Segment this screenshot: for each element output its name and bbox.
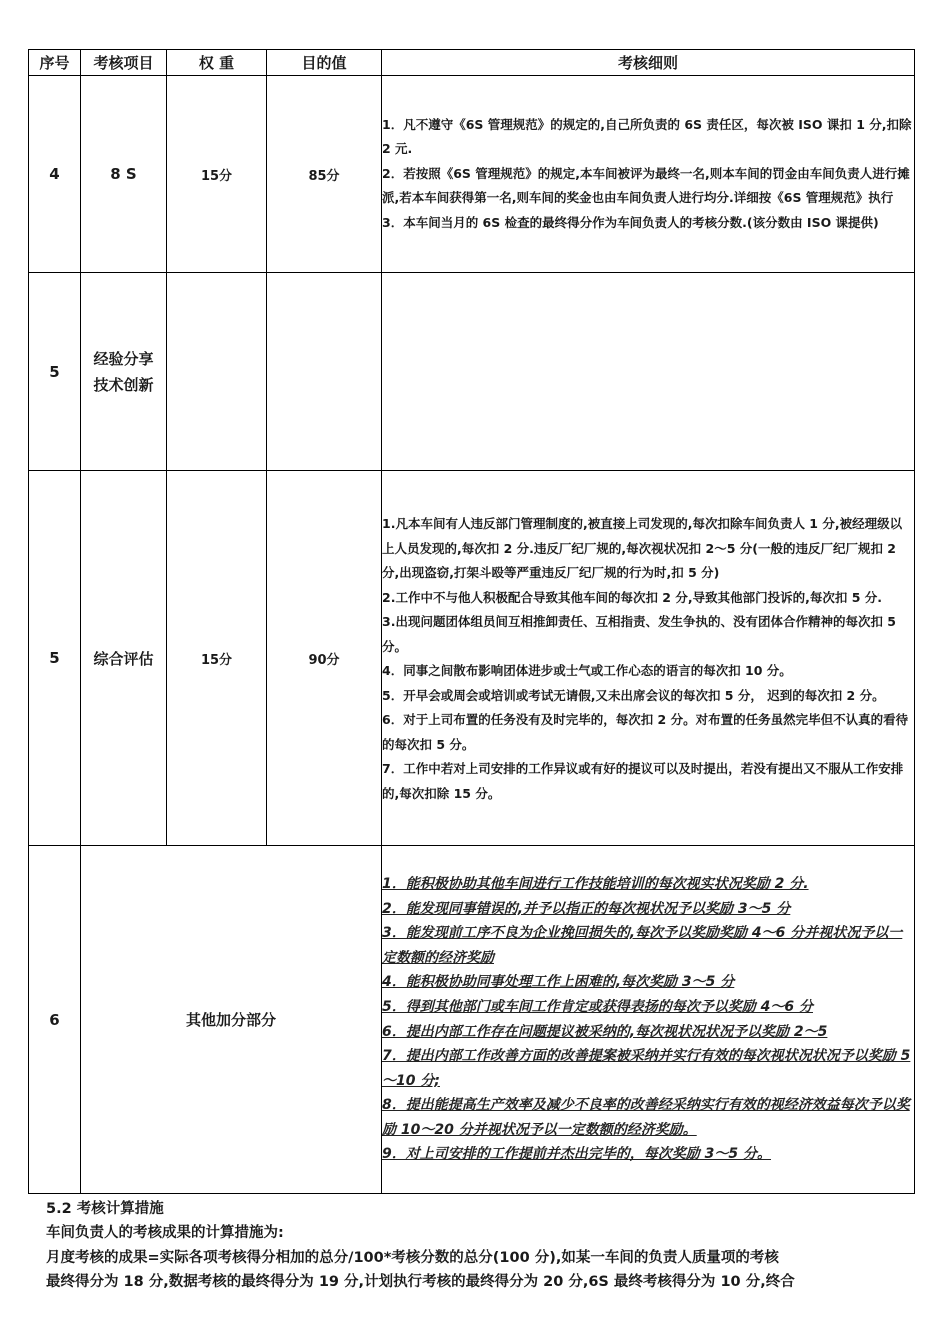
bonus-line: 9．对上司安排的工作提前并杰出完毕的，每次奖励 3～5 分。 (382, 1146, 771, 1163)
detail-line: 2.工作中不与他人积极配合导致其他车间的每次扣 2 分,导致其他部门投诉的,每次扣 5 分. (382, 589, 882, 605)
bonus-line: 2．能发现同事错误的,并予以指正的每次视状况予以奖励 3～5 分 (382, 900, 791, 917)
detail-line: 1．凡不遵守《6S 管理规范》的规定的,自己所负责的 6S 责任区，每次被 ISO 课扣 1 分,扣除 2 元. (382, 116, 912, 157)
header-target: 目的值 (267, 50, 382, 76)
row-details (382, 273, 915, 471)
row-target: 85分 (267, 76, 382, 273)
paragraph-line: 月度考核的成果=实际各项考核得分相加的总分/100*考核分数的总分(100 分),如某一车间的负责人质量项的考核 (46, 1249, 779, 1266)
row-no: 4 (29, 76, 81, 273)
table-row (29, 846, 915, 1194)
paragraph-line: 最终得分为 18 分,数据考核的最终得分为 19 分,计划执行考核的最终得分为 20 分,6S 最终考核得分为 10 分,终合 (46, 1273, 795, 1290)
detail-line: 2．若按照《6S 管理规范》的规定,本车间被评为最终一名,则本车间的罚金由车间负责人进行摊派,若本车间获得第一名,则车间的奖金也由车间负责人进行均分.详细按《6S 管理规范》执行 (382, 165, 910, 206)
header-no: 序号 (29, 50, 81, 76)
row-no: 5 (29, 273, 81, 471)
row-item: 综合评估 (81, 471, 167, 846)
assessment-table (28, 49, 915, 1194)
header-weight: 权 重 (167, 50, 267, 76)
bonus-line: 3．能发现前工序不良为企业挽回损失的,每次予以奖励奖励 4～6 分并视状况予以一定数额的经济奖励 (382, 925, 903, 966)
row-no: 6 (29, 846, 81, 1194)
table-header-row (29, 50, 915, 76)
detail-line: 4．同事之间散布影响团体进步或士气或工作心态的语言的每次扣 10 分。 (382, 663, 792, 678)
bonus-details (382, 846, 915, 1194)
row-item: 8 S (81, 76, 167, 273)
row-details (382, 76, 915, 273)
table-row (29, 273, 915, 471)
row-weight: 15分 (167, 471, 267, 846)
detail-line: 3.出现问题团体组员间互相推卸责任、互相指责、发生争执的、没有团体合作精神的每次扣 5 分。 (382, 614, 896, 654)
header-details: 考核细则 (382, 50, 915, 76)
calculation-section (46, 1197, 916, 1294)
row-weight (167, 273, 267, 471)
row-details (382, 471, 915, 846)
detail-line: 6．对于上司布置的任务没有及时完毕的，每次扣 2 分。对布置的任务虽然完毕但不认真的看待的每次扣 5 分。 (382, 712, 909, 752)
row-item-line: 经验分享 (93, 349, 154, 368)
header-item: 考核项目 (81, 50, 167, 76)
row-weight: 15分 (167, 76, 267, 273)
table-row (29, 471, 915, 846)
bonus-line: 6．提出内部工作存在问题提议被采纳的,每次视状况状况予以奖励 2～5 (382, 1023, 828, 1040)
row-target (267, 273, 382, 471)
paragraph-line: 车间负责人的考核成果的计算措施为: (46, 1225, 284, 1242)
detail-line: 1.凡本车间有人违反部门管理制度的,被直接上司发现的,每次扣除车间负责人 1 分,被经理级以上人员发现的,每次扣 2 分.违反厂纪厂规的,每次视状况扣 2～5 分(一般的违反厂纪厂规扣 2 分,出现盗窃,打架斗殴等严重违反厂纪厂规的行为时,扣 5 分) (382, 516, 903, 580)
bonus-line: 7．提出内部工作改善方面的改善提案被采纳并实行有效的每次视状况状况予以奖励 5～10 分; (382, 1048, 911, 1089)
bonus-line: 5．得到其他部门或车间工作肯定或获得表扬的每次予以奖励 4～6 分 (382, 998, 813, 1015)
table-row (29, 76, 915, 273)
bonus-line: 4．能积极协助同事处理工作上困难的,每次奖励 3～5 分 (382, 974, 735, 991)
detail-line: 3．本车间当月的 6S 检查的最终得分作为车间负责人的考核分数.(该分数由 ISO 课提供) (382, 214, 879, 230)
bonus-line: 1．能积极协助其他车间进行工作技能培训的每次视实状况奖励 2 分. (382, 875, 809, 892)
row-target: 90分 (267, 471, 382, 846)
detail-line: 7．工作中若对上司安排的工作异议或有好的提议可以及时提出，若没有提出又不服从工作安排的,每次扣除 15 分。 (382, 761, 904, 801)
detail-line: 5．开早会或周会或培训或考试无请假,又未出席会议的每次扣 5 分， 迟到的每次扣 2 分。 (382, 687, 885, 703)
bonus-line: 8．提出能提高生产效率及减少不良率的改善经采纳实行有效的视经济效益每次予以奖励 10～20 分并视状况予以一定数额的经济奖励。 (382, 1097, 910, 1138)
section-title: 5.2 考核计算措施 (46, 1201, 164, 1217)
row-item-line: 技术创新 (93, 375, 154, 394)
row-item (81, 273, 167, 471)
row-item: 其他加分部分 (81, 846, 382, 1194)
row-no: 5 (29, 471, 81, 846)
